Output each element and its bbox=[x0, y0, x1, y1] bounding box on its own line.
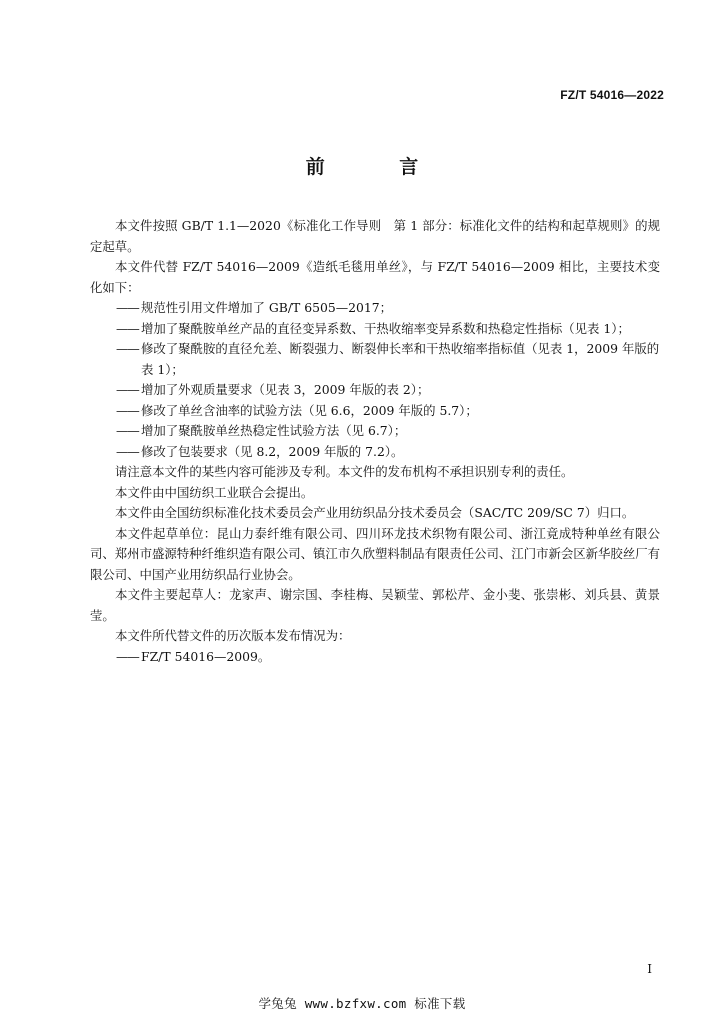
dash-lead: —— bbox=[116, 402, 139, 418]
body-paragraph: 本文件起草单位：昆山力泰纤维有限公司、四川环龙技术织物有限公司、浙江竟成特种单丝有限公司、郑州市盛源特种纤维织造有限公司、镇江市久欣塑料制品有限责任公司、江门市新会区新华胶丝厂有限公司、中国产业用纺织品行业协会。 bbox=[90, 525, 660, 582]
dash-lead: —— bbox=[116, 423, 139, 438]
footer-site-name: 学兔兔 bbox=[258, 996, 297, 1011]
footer-url-link[interactable]: www.bzfxw.com bbox=[304, 996, 407, 1011]
change-list-item bbox=[90, 421, 660, 442]
change-list-item bbox=[90, 298, 660, 319]
body-paragraph: 请注意本文件的某些内容可能涉及专利。本文件的发布机构不承担识别专利的责任。 bbox=[115, 464, 574, 479]
body-paragraph: 本文件所代替文件的历次版本发布情况为： bbox=[115, 628, 351, 643]
change-list-item bbox=[90, 647, 660, 668]
page-title: 前 言 bbox=[305, 156, 453, 178]
change-list-item bbox=[90, 401, 660, 422]
footer-watermark bbox=[0, 994, 724, 1012]
list-item-text: 修改了聚酰胺的直径允差、断裂强力、断裂伸长率和干热收缩率指标值（见表 1，2009 年版的表 1）； bbox=[141, 341, 660, 377]
body-paragraph: 本文件主要起草人：龙家声、谢宗国、李桂梅、吴颖莹、郭松芹、金小斐、张崇彬、刘兵县、黄景莹。 bbox=[90, 587, 660, 623]
list-item-text: 增加了聚酰胺单丝产品的直径变异系数、干热收缩率变异系数和热稳定性指标（见表 1）； bbox=[141, 320, 630, 336]
footer-suffix: 标准下载 bbox=[414, 996, 466, 1011]
change-list-item bbox=[90, 380, 660, 401]
dash-lead: —— bbox=[116, 300, 139, 315]
change-list-item bbox=[90, 339, 660, 380]
body-paragraph: 本文件由中国纺织工业联合会提出。 bbox=[115, 484, 314, 500]
dash-lead: —— bbox=[116, 320, 139, 336]
standard-code: FZ/T 54016—2022 bbox=[560, 88, 664, 102]
page-number: I bbox=[647, 962, 652, 976]
dash-lead: —— bbox=[116, 382, 139, 397]
change-list-item bbox=[90, 442, 660, 463]
list-item-text: 修改了包装要求（见 8.2，2009 年版的 7.2）。 bbox=[141, 443, 404, 459]
list-item-text: 规范性引用文件增加了 GB/T 6505—2017； bbox=[141, 300, 393, 315]
list-item-text: FZ/T 54016—2009。 bbox=[141, 648, 271, 664]
dash-lead: —— bbox=[116, 648, 139, 664]
body-paragraph: 本文件由全国纺织标准化技术委员会产业用纺织品分技术委员会（SAC/TC 209/SC 7）归口。 bbox=[115, 505, 635, 520]
list-item-text: 修改了单丝含油率的试验方法（见 6.6，2009 年版的 5.7）； bbox=[141, 402, 478, 418]
dash-lead: —— bbox=[116, 443, 139, 459]
list-item-text: 增加了聚酰胺单丝热稳定性试验方法（见 6.7）； bbox=[141, 423, 407, 438]
body-paragraph: 本文件按照 GB/T 1.1—2020《标准化工作导则 第 1 部分：标准化文件的结构和起草规则》的规定起草。 bbox=[90, 218, 660, 254]
body-paragraph: 本文件代替 FZ/T 54016—2009《造纸毛毯用单丝》，与 FZ/T 54016—2009 相比，主要技术变化如下： bbox=[90, 259, 660, 295]
change-list-item bbox=[90, 319, 660, 340]
dash-lead: —— bbox=[116, 341, 139, 356]
foreword-body bbox=[90, 216, 660, 667]
list-item-text: 增加了外观质量要求（见表 3，2009 年版的表 2）； bbox=[141, 382, 430, 397]
